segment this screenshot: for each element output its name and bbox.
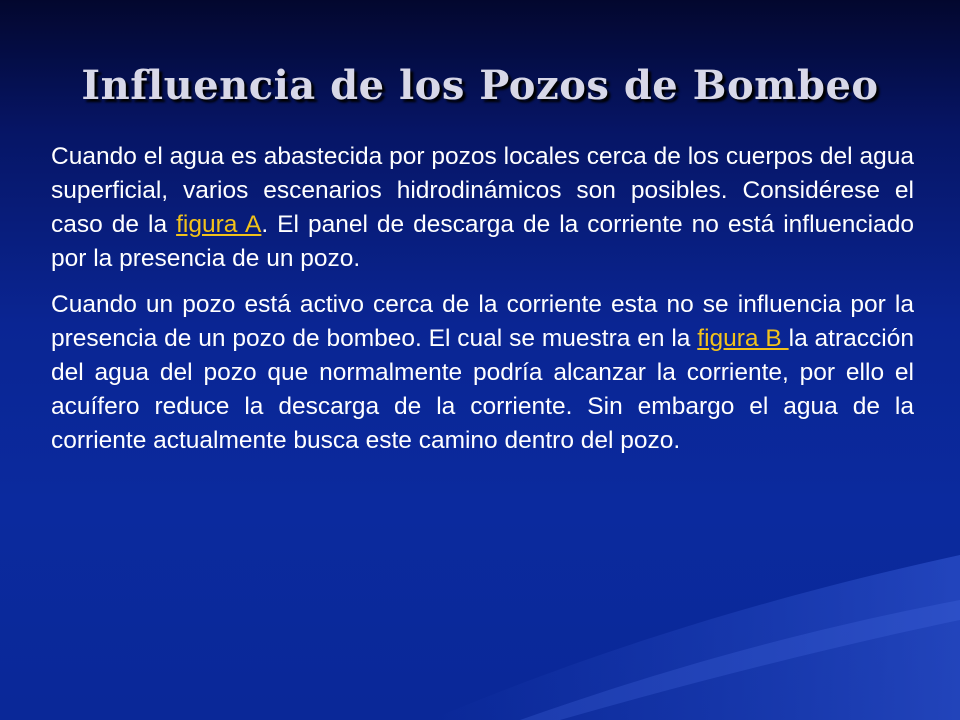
paragraph-2-text-after: la atracción del agua del pozo que normalmente podría alcanzar la corriente, por ello el acuífero reduce la descarga de la corriente. Sin embargo el agua de la corriente actualmente busca este camino dentro del pozo. bbox=[51, 325, 914, 454]
slide-body bbox=[51, 140, 914, 458]
figura-a-link[interactable]: figura A bbox=[176, 211, 262, 238]
paragraph-2-text-before: Cuando un pozo está activo cerca de la corriente esta no se influencia por la presencia de un pozo de bombeo. El cual se muestra en la bbox=[51, 291, 914, 352]
slide-title: Influencia de los Pozos de Bombeo bbox=[81, 62, 879, 109]
figura-b-link[interactable]: figura B bbox=[697, 325, 789, 352]
paragraph-2 bbox=[51, 288, 914, 458]
paragraph-1-text-before: Cuando el agua es abastecida por pozos locales cerca de los cuerpos del agua superficial, varios escenarios hidrodinámicos son posibles. Considérese el caso de la bbox=[51, 143, 914, 238]
paragraph-1 bbox=[51, 140, 914, 276]
paragraph-1-text-after: . El panel de descarga de la corriente no está influenciado por la presencia de un pozo. bbox=[51, 211, 914, 272]
